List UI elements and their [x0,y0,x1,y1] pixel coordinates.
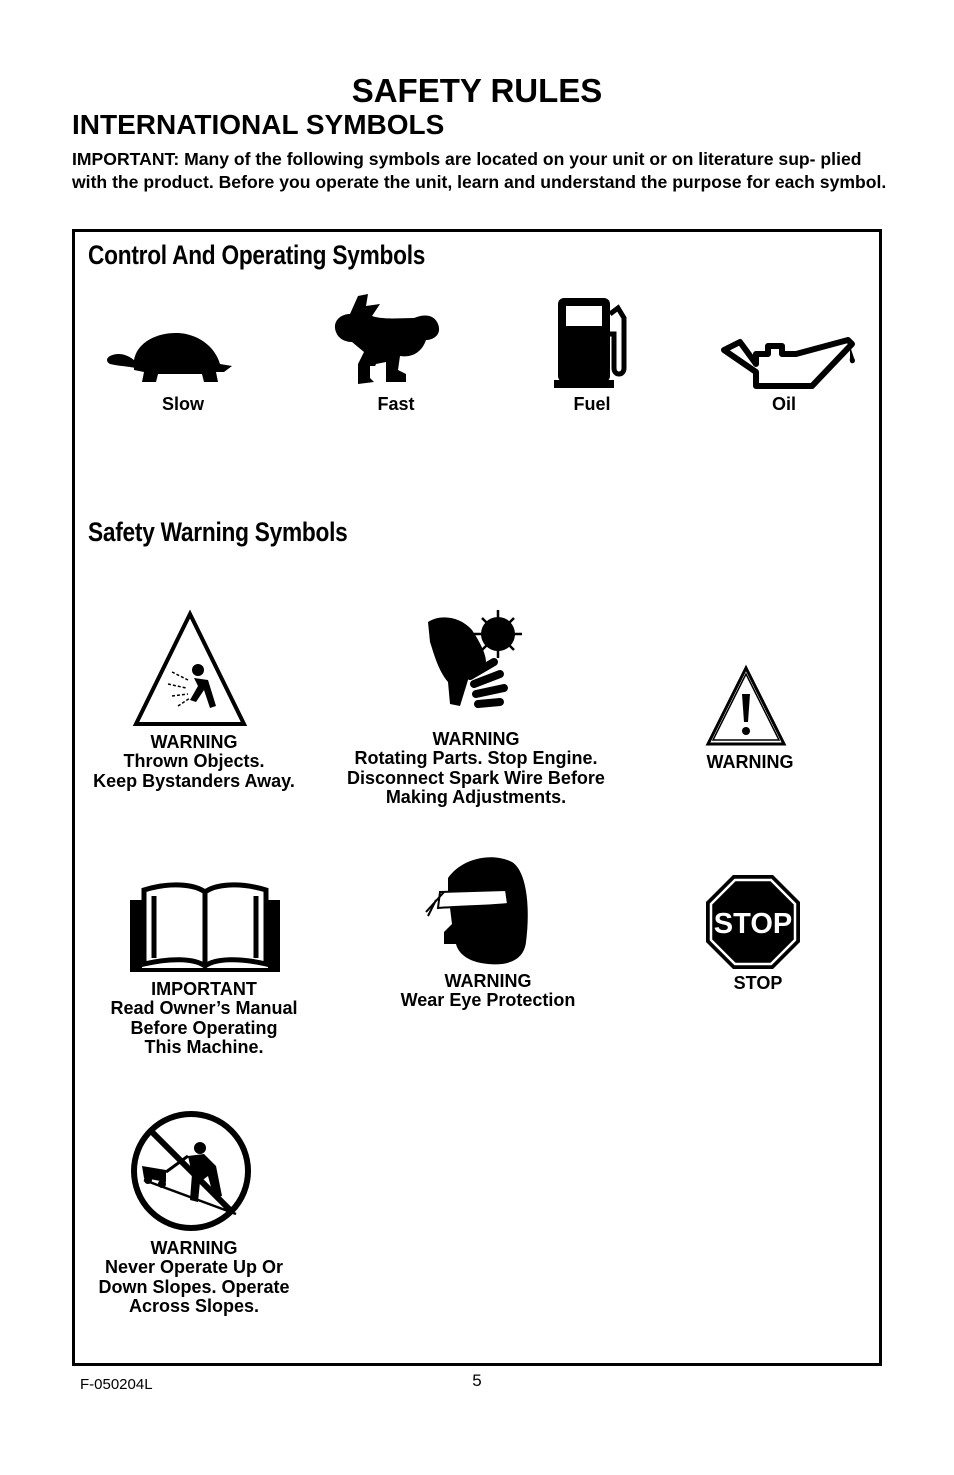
eye-protection-icon [422,852,532,968]
caption-line: Thrown Objects. [123,751,265,772]
caption-line: Wear Eye Protection [400,990,576,1011]
document-code: F-050204L [80,1376,153,1393]
owners-manual-caption [94,980,314,1058]
symbol-label-fast: Fast [377,394,415,414]
caption-line: Disconnect Spark Wire Before [347,767,605,788]
symbol-label-fuel: Fuel [573,394,611,414]
caption-line: WARNING [150,1238,238,1258]
caption-line: Read Owner’s Manual [110,998,298,1019]
rotating-parts-hand-icon [420,606,532,726]
symbol-label-oil: Oil [771,394,796,414]
thrown-objects-caption [84,733,304,791]
caption-line: STOP [733,973,783,993]
caption-line: WARNING [150,732,238,752]
caption-line: WARNING [444,971,532,991]
caption-line: WARNING [706,752,794,772]
warning-triangle-icon [704,664,788,748]
no-slope-caption [84,1239,304,1317]
no-slope-operation-icon [130,1110,252,1232]
warning-caption [690,753,810,772]
stop-sign-icon [704,873,802,971]
safety-warning-heading: Safety Warning Symbols [88,517,348,547]
symbol-label-slow: Slow [161,394,204,414]
section-subtitle: INTERNATIONAL SYMBOLS [72,109,445,140]
turtle-icon [104,330,236,388]
control-symbols-heading: Control And Operating Symbols [88,240,426,270]
caption-line: IMPORTANT [151,979,257,999]
thrown-objects-icon [132,610,248,728]
owners-manual-icon [126,878,284,974]
caption-line: Making Adjustments. [385,787,567,808]
eye-protection-caption [378,972,598,1011]
page-title: SAFETY RULES [351,72,603,109]
stop-sign-text: STOP [713,908,793,940]
caption-line: This Machine. [144,1037,264,1058]
caption-line: Across Slopes. [128,1296,260,1317]
stop-caption [698,974,818,993]
fuel-pump-icon [554,294,630,388]
caption-line: WARNING [432,729,520,749]
caption-line: Down Slopes. Operate [98,1276,290,1297]
oil-can-icon [720,336,860,388]
caption-line: Before Operating [130,1017,278,1038]
caption-line: Rotating Parts. Stop Engine. [354,748,598,769]
intro-paragraph: IMPORTANT: Many of the following symbols are located on your unit or on literature sup- plied with the product. Before you operate the unit, learn and understand the purpose for each symbol. [72,149,887,192]
caption-line: Keep Bystanders Away. [93,770,295,791]
caption-line: Never Operate Up Or [104,1257,284,1278]
page-number: 5 [472,1371,482,1390]
rotating-parts-caption [336,730,616,808]
rabbit-icon [328,292,444,388]
